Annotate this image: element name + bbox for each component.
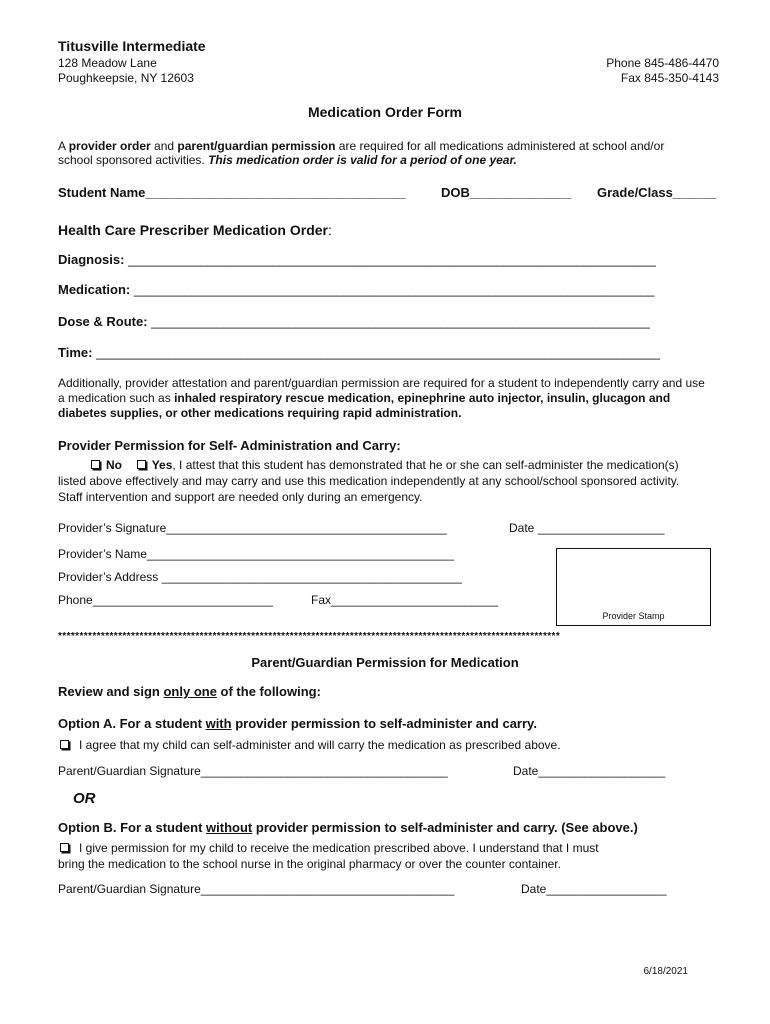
option-a-checkbox[interactable]: [60, 740, 69, 749]
provider-stamp-box: [556, 548, 711, 626]
school-name: Titusville Intermediate: [58, 38, 206, 54]
attest-line1: Additionally, provider attestation and parent/guardian permission are required for a student to independently carry and use: [58, 376, 705, 390]
diagnosis-field[interactable]: Diagnosis: _________________________________________________________________________: [58, 252, 656, 267]
provider-phone-field[interactable]: Phone___________________________: [58, 593, 273, 607]
self-admin-heading: Provider Permission for Self- Administration and Carry:: [58, 438, 401, 453]
provider-signature-field[interactable]: Provider’s Signature__________________________________________: [58, 521, 447, 535]
provider-stamp-label: Provider Stamp: [602, 611, 665, 621]
provider-date-field[interactable]: Date ___________________: [509, 521, 665, 535]
or-separator: OR: [73, 790, 96, 807]
option-a-heading: Option A. For a student with provider permission to self-administer and carry.: [58, 716, 537, 731]
option-b-checkbox[interactable]: [60, 843, 69, 852]
option-b-text-line1: I give permission for my child to receive the medication prescribed above. I understand that I must: [60, 841, 599, 855]
form-title: Medication Order Form: [307, 104, 463, 120]
attest-line2: a medication such as inhaled respiratory rescue medication, epinephrine auto injector, insulin, glucagon and: [58, 391, 671, 405]
dose-route-field[interactable]: Dose & Route: _____________________________________________________________________: [58, 314, 651, 329]
yes-label: Yes: [151, 458, 173, 472]
prescriber-heading: Health Care Prescriber Medication Order:: [58, 222, 332, 238]
review-instruction: Review and sign only one of the following:: [58, 684, 321, 699]
option-a-text: I agree that my child can self-administer and will carry the medication as prescribed above.: [60, 738, 561, 752]
school-fax: Fax 845-350-4143: [620, 71, 719, 85]
intro-line1: A provider order and parent/guardian permission are required for all medications administered at school and/or: [58, 139, 665, 153]
medication-field[interactable]: Medication: ________________________________________________________________________: [58, 282, 655, 297]
option-b-date-field[interactable]: Date__________________: [521, 882, 667, 896]
option-b-text-line2: bring the medication to the school nurse in the original pharmacy or over the counter container.: [58, 857, 561, 871]
student-name-field[interactable]: Student Name____________________________________: [58, 185, 406, 200]
option-b-signature-field[interactable]: Parent/Guardian Signature______________________________________: [58, 882, 455, 896]
school-phone: Phone 845-486-4470: [606, 56, 719, 70]
time-field[interactable]: Time: ______________________________________________________________________________: [58, 345, 661, 360]
provider-fax-field[interactable]: Fax_________________________: [311, 593, 498, 607]
dob-field[interactable]: DOB______________: [441, 185, 572, 200]
intro-line2: school sponsored activities. This medication order is valid for a period of one year.: [58, 153, 517, 167]
school-address-line2: Poughkeepsie, NY 12603: [58, 71, 194, 85]
provider-name-field[interactable]: Provider’s Name______________________________________________: [58, 547, 454, 561]
yes-checkbox[interactable]: [137, 460, 146, 469]
grade-class-field[interactable]: Grade/Class______: [597, 185, 717, 200]
attest-line3: diabetes supplies, or other medications requiring rapid administration.: [58, 406, 462, 420]
no-label: No: [106, 458, 122, 472]
section-divider: *********************************************************************************************************************: [58, 631, 561, 642]
school-address-line1: 128 Meadow Lane: [58, 56, 157, 70]
option-a-date-field[interactable]: Date___________________: [513, 764, 666, 778]
provider-address-field[interactable]: Provider’s Address _____________________________________________: [58, 570, 462, 584]
self-admin-line3: Staff intervention and support are needed only during an emergency.: [58, 490, 423, 504]
no-checkbox[interactable]: [91, 460, 100, 469]
option-b-heading: Option B. For a student without provider permission to self-administer and carry. (See above.): [58, 820, 638, 835]
self-admin-options: No Yes, I attest that this student has demonstrated that he or she can self-administer the medication(s): [91, 458, 679, 472]
option-a-signature-field[interactable]: Parent/Guardian Signature_____________________________________: [58, 764, 448, 778]
footer-date: 6/18/2021: [643, 966, 688, 977]
self-admin-line2: listed above effectively and may carry and use this medication independently at any school/school sponsored activity.: [58, 474, 680, 488]
parent-heading: Parent/Guardian Permission for Medication: [251, 655, 519, 670]
